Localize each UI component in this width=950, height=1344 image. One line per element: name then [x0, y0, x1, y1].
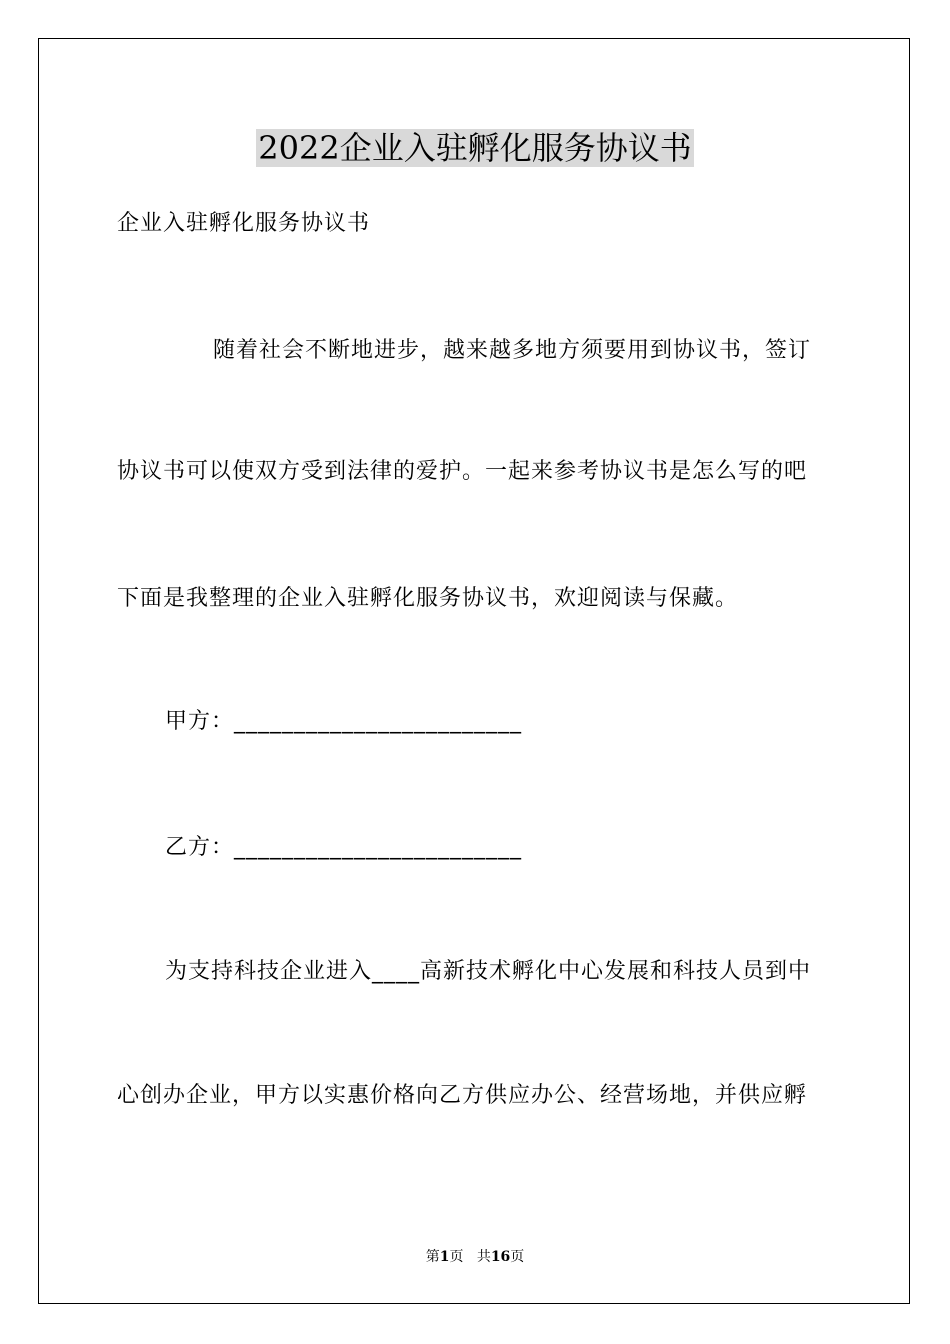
footer-total-suffix: 页 — [510, 1249, 525, 1265]
footer-total-pages: 16 — [490, 1249, 511, 1265]
document-title: 2022企业入驻孵化服务协议书 — [258, 129, 692, 167]
footer-page-prefix: 第 — [425, 1249, 440, 1265]
paragraph1-line1: 随着社会不断地进步，越来越多地方须要用到协议书，签订 — [213, 338, 812, 363]
document-subtitle: 企业入驻孵化服务协议书 — [117, 211, 371, 236]
paragraph1-line3: 下面是我整理的企业入驻孵化服务协议书，欢迎阅读与保藏。 — [117, 586, 739, 611]
party-a-line: 甲方：________________________ — [165, 709, 523, 734]
footer-page-suffix: 页 — [449, 1249, 464, 1265]
party-b-line: 乙方：________________________ — [165, 835, 523, 860]
document-title-container — [0, 126, 950, 170]
footer-page-number: 1 — [439, 1249, 450, 1265]
paragraph1-line2: 协议书可以使双方受到法律的爱护。一起来参考协议书是怎么写的吧 — [117, 459, 808, 484]
page-footer — [0, 1247, 950, 1267]
footer-total-prefix: 共 — [476, 1249, 491, 1265]
paragraph2-line2: 心创办企业，甲方以实惠价格向乙方供应办公、经营场地，并供应孵 — [117, 1083, 808, 1108]
paragraph2-line1: 为支持科技企业进入____高新技术孵化中心发展和科技人员到中 — [165, 959, 812, 984]
